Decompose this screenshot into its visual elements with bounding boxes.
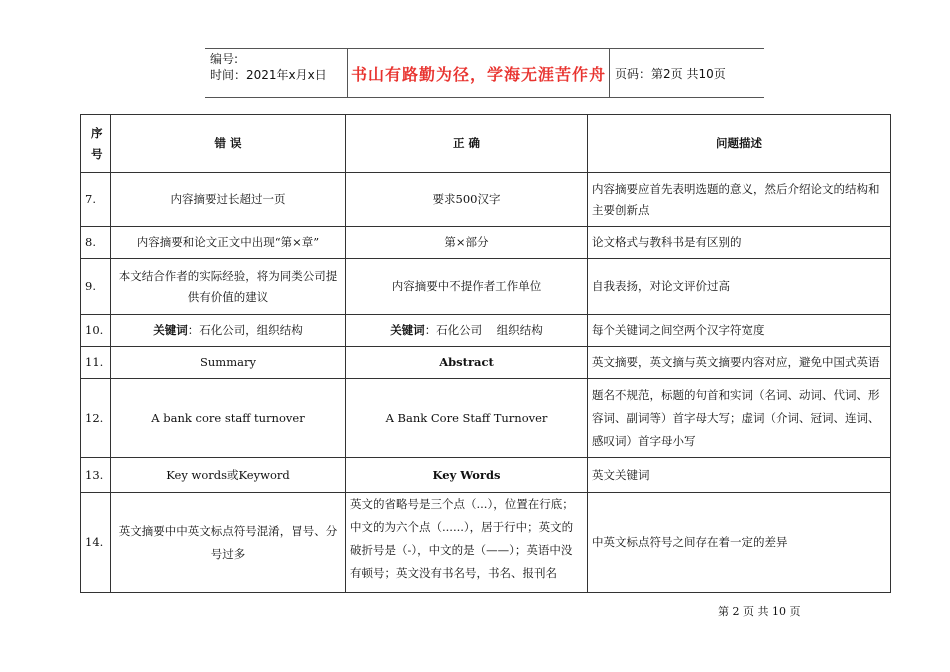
col-header-right: 正 确 [346, 115, 588, 173]
row-number: 12. [81, 379, 111, 458]
wrong-cell: 英文摘要中中英文标点符号混淆，冒号、分号过多 [111, 493, 346, 593]
right-cell [346, 458, 588, 493]
table-row [81, 379, 891, 458]
header-motto: 书山有路勤为径，学海无涯苦作舟 [350, 64, 606, 84]
table-row [81, 347, 891, 379]
right-cell: 内容摘要中不提作者工作单位 [346, 259, 588, 315]
header-meta [210, 51, 327, 83]
desc-cell: 内容摘要应首先表明选题的意义，然后介绍论文的结构和主要创新点 [588, 173, 891, 227]
right-cell: 英文的省略号是三个点（...），位置在行底；中文的为六个点（......），居于行中；英文的破折号是（-），中文的是（——）；英语中没有顿号；英文没有书名号，书名、报刊名 [346, 493, 588, 593]
table-row [81, 259, 891, 315]
keyword-label: 关键词 [390, 323, 425, 337]
wrong-cell: 本文结合作者的实际经验，将为同类公司提供有价值的建议 [111, 259, 346, 315]
row-number: 14. [81, 493, 111, 593]
col-header-no: 序号 [81, 115, 111, 173]
wrong-cell: 内容摘要过长超过一页 [111, 173, 346, 227]
wrong-cell [111, 315, 346, 347]
table-row [81, 227, 891, 259]
wrong-cell: Key words或Keyword [111, 458, 346, 493]
table-header-row [81, 115, 891, 173]
row-number: 7. [81, 173, 111, 227]
desc-cell: 英文摘要，英文摘与英文摘要内容对应，避免中国式英语 [588, 347, 891, 379]
right-bold-text: Abstract [439, 355, 494, 369]
right-cell [346, 315, 588, 347]
header-page-info: 页码：第2页 共10页 [615, 66, 726, 81]
col-header-desc: 问题描述 [588, 115, 891, 173]
right-cell: A Bank Core Staff Turnover [346, 379, 588, 458]
right-bold-text: Key Words [432, 467, 501, 482]
table-row [81, 173, 891, 227]
keyword-values: ：石化公司，组织结构 [187, 323, 303, 337]
desc-cell: 自我表扬，对论文评价过高 [588, 259, 891, 315]
wrong-cell: A bank core staff turnover [111, 379, 346, 458]
page-footer: 第 2 页 共 10 页 [718, 605, 801, 618]
error-table [80, 114, 891, 593]
col-header-wrong: 错 误 [111, 115, 346, 173]
right-cell: 要求500汉字 [346, 173, 588, 227]
row-number: 13. [81, 458, 111, 493]
right-cell [346, 347, 588, 379]
keyword-values: ：石化公司 组织结构 [424, 323, 543, 337]
table-row [81, 315, 891, 347]
wrong-cell: Summary [111, 347, 346, 379]
wrong-cell: 内容摘要和论文正文中出现“第×章” [111, 227, 346, 259]
table-row [81, 458, 891, 493]
desc-cell: 中英文标点符号之间存在着一定的差异 [588, 493, 891, 593]
desc-cell: 每个关键词之间空两个汉字符宽度 [588, 315, 891, 347]
keyword-label: 关键词 [153, 323, 188, 337]
row-number: 10. [81, 315, 111, 347]
time-label: 时间：2021年x月x日 [210, 68, 327, 82]
number-label: 编号: [210, 52, 239, 66]
row-number: 8. [81, 227, 111, 259]
header-divider [347, 49, 348, 97]
row-number: 9. [81, 259, 111, 315]
table-row [81, 493, 891, 593]
desc-cell: 英文关键词 [588, 458, 891, 493]
desc-cell: 题名不规范，标题的句首和实词（名词、动词、代词、形容词、副词等）首字母大写；虚词（介词、冠词、连词、感叹词）首字母小写 [588, 379, 891, 458]
right-cell: 第×部分 [346, 227, 588, 259]
header-divider [609, 49, 610, 97]
row-number: 11. [81, 347, 111, 379]
desc-cell: 论文格式与教科书是有区别的 [588, 227, 891, 259]
page-header [205, 48, 764, 98]
